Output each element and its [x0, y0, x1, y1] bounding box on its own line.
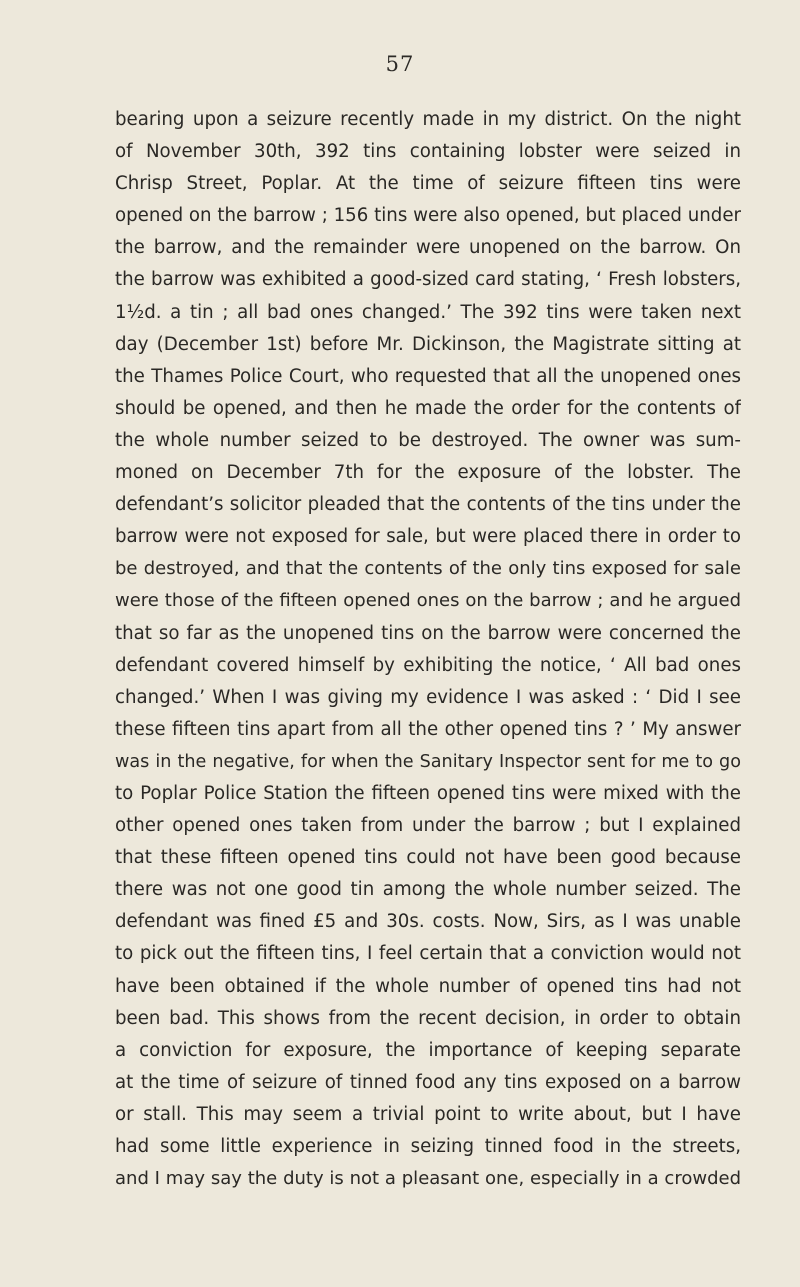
text-line: to pick out the fifteen tins, I feel certain that a conviction would not — [115, 943, 741, 965]
text-line: defendant covered himself by exhibiting the notice, ‘ All bad ones — [115, 654, 741, 676]
text-line: there was not one good tin among the whole number seized. The — [115, 879, 741, 901]
text-line: been bad. This shows from the recent decision, in order to obtain — [115, 1007, 741, 1029]
text-line: a conviction for exposure, the importance of keeping separate — [115, 1039, 741, 1061]
text-line: the whole number seized to be destroyed. The owner was sum- — [115, 429, 741, 451]
text-line: defendant was fined £5 and 30s. costs. Now, Sirs, as I was unable — [115, 911, 741, 933]
text-line: opened on the barrow ; 156 tins were also opened, but placed under — [115, 205, 741, 227]
text-line: the Thames Police Court, who requested that all the unopened ones — [115, 365, 741, 387]
text-line: barrow were not exposed for sale, but were placed there in order to — [115, 526, 741, 548]
body-paragraph — [115, 104, 741, 1195]
text-line: the barrow, and the remainder were unopened on the barrow. On — [115, 237, 741, 259]
text-line: other opened ones taken from under the barrow ; but I explained — [115, 815, 741, 837]
text-line: bearing upon a seizure recently made in my district. On the night — [115, 109, 741, 130]
text-line: was in the negative, for when the Sanitary Inspector sent for me to go — [115, 751, 741, 772]
text-line: day (December 1st) before Mr. Dickinson, the Magistrate sitting at — [115, 333, 741, 355]
text-line: the barrow was exhibited a good-sized card stating, ‘ Fresh lobsters, — [115, 269, 741, 291]
text-line: these fifteen tins apart from all the other opened tins ? ’ My answer — [115, 718, 741, 740]
text-line: have been obtained if the whole number of opened tins had not — [115, 975, 741, 997]
text-line: were those of the fifteen opened ones on the barrow ; and he argued — [115, 590, 741, 612]
text-line: of November 30th, 392 tins containing lobster were seized in — [115, 141, 741, 163]
text-line: to Poplar Police Station the fifteen opened tins were mixed with the — [115, 782, 741, 804]
text-line: or stall. This may seem a trivial point to write about, but I have — [115, 1103, 741, 1125]
text-line: 1½d. a tin ; all bad ones changed.’ The 392 tins were taken next — [115, 301, 741, 323]
text-line: Chrisp Street, Poplar. At the time of seizure fifteen tins were — [115, 173, 741, 195]
text-line: changed.’ When I was giving my evidence I was asked : ‘ Did I see — [115, 686, 741, 708]
text-line: that so far as the unopened tins on the barrow were concerned the — [115, 622, 741, 644]
text-line: that these fifteen opened tins could not have been good because — [115, 847, 741, 869]
text-line: defendant’s solicitor pleaded that the contents of the tins under the — [115, 494, 741, 516]
page-number: 57 — [385, 52, 415, 76]
text-line: at the time of seizure of tinned food any tins exposed on a barrow — [115, 1071, 741, 1093]
text-line: and I may say the duty is not a pleasant one, especially in a crowded — [115, 1168, 741, 1190]
text-line: be destroyed, and that the contents of the only tins exposed for sale — [115, 558, 741, 580]
text-line: moned on December 7th for the exposure of the lobster. The — [115, 462, 741, 484]
text-line: had some little experience in seizing tinned food in the streets, — [115, 1136, 741, 1157]
text-line: should be opened, and then he made the order for the contents of — [115, 397, 741, 419]
